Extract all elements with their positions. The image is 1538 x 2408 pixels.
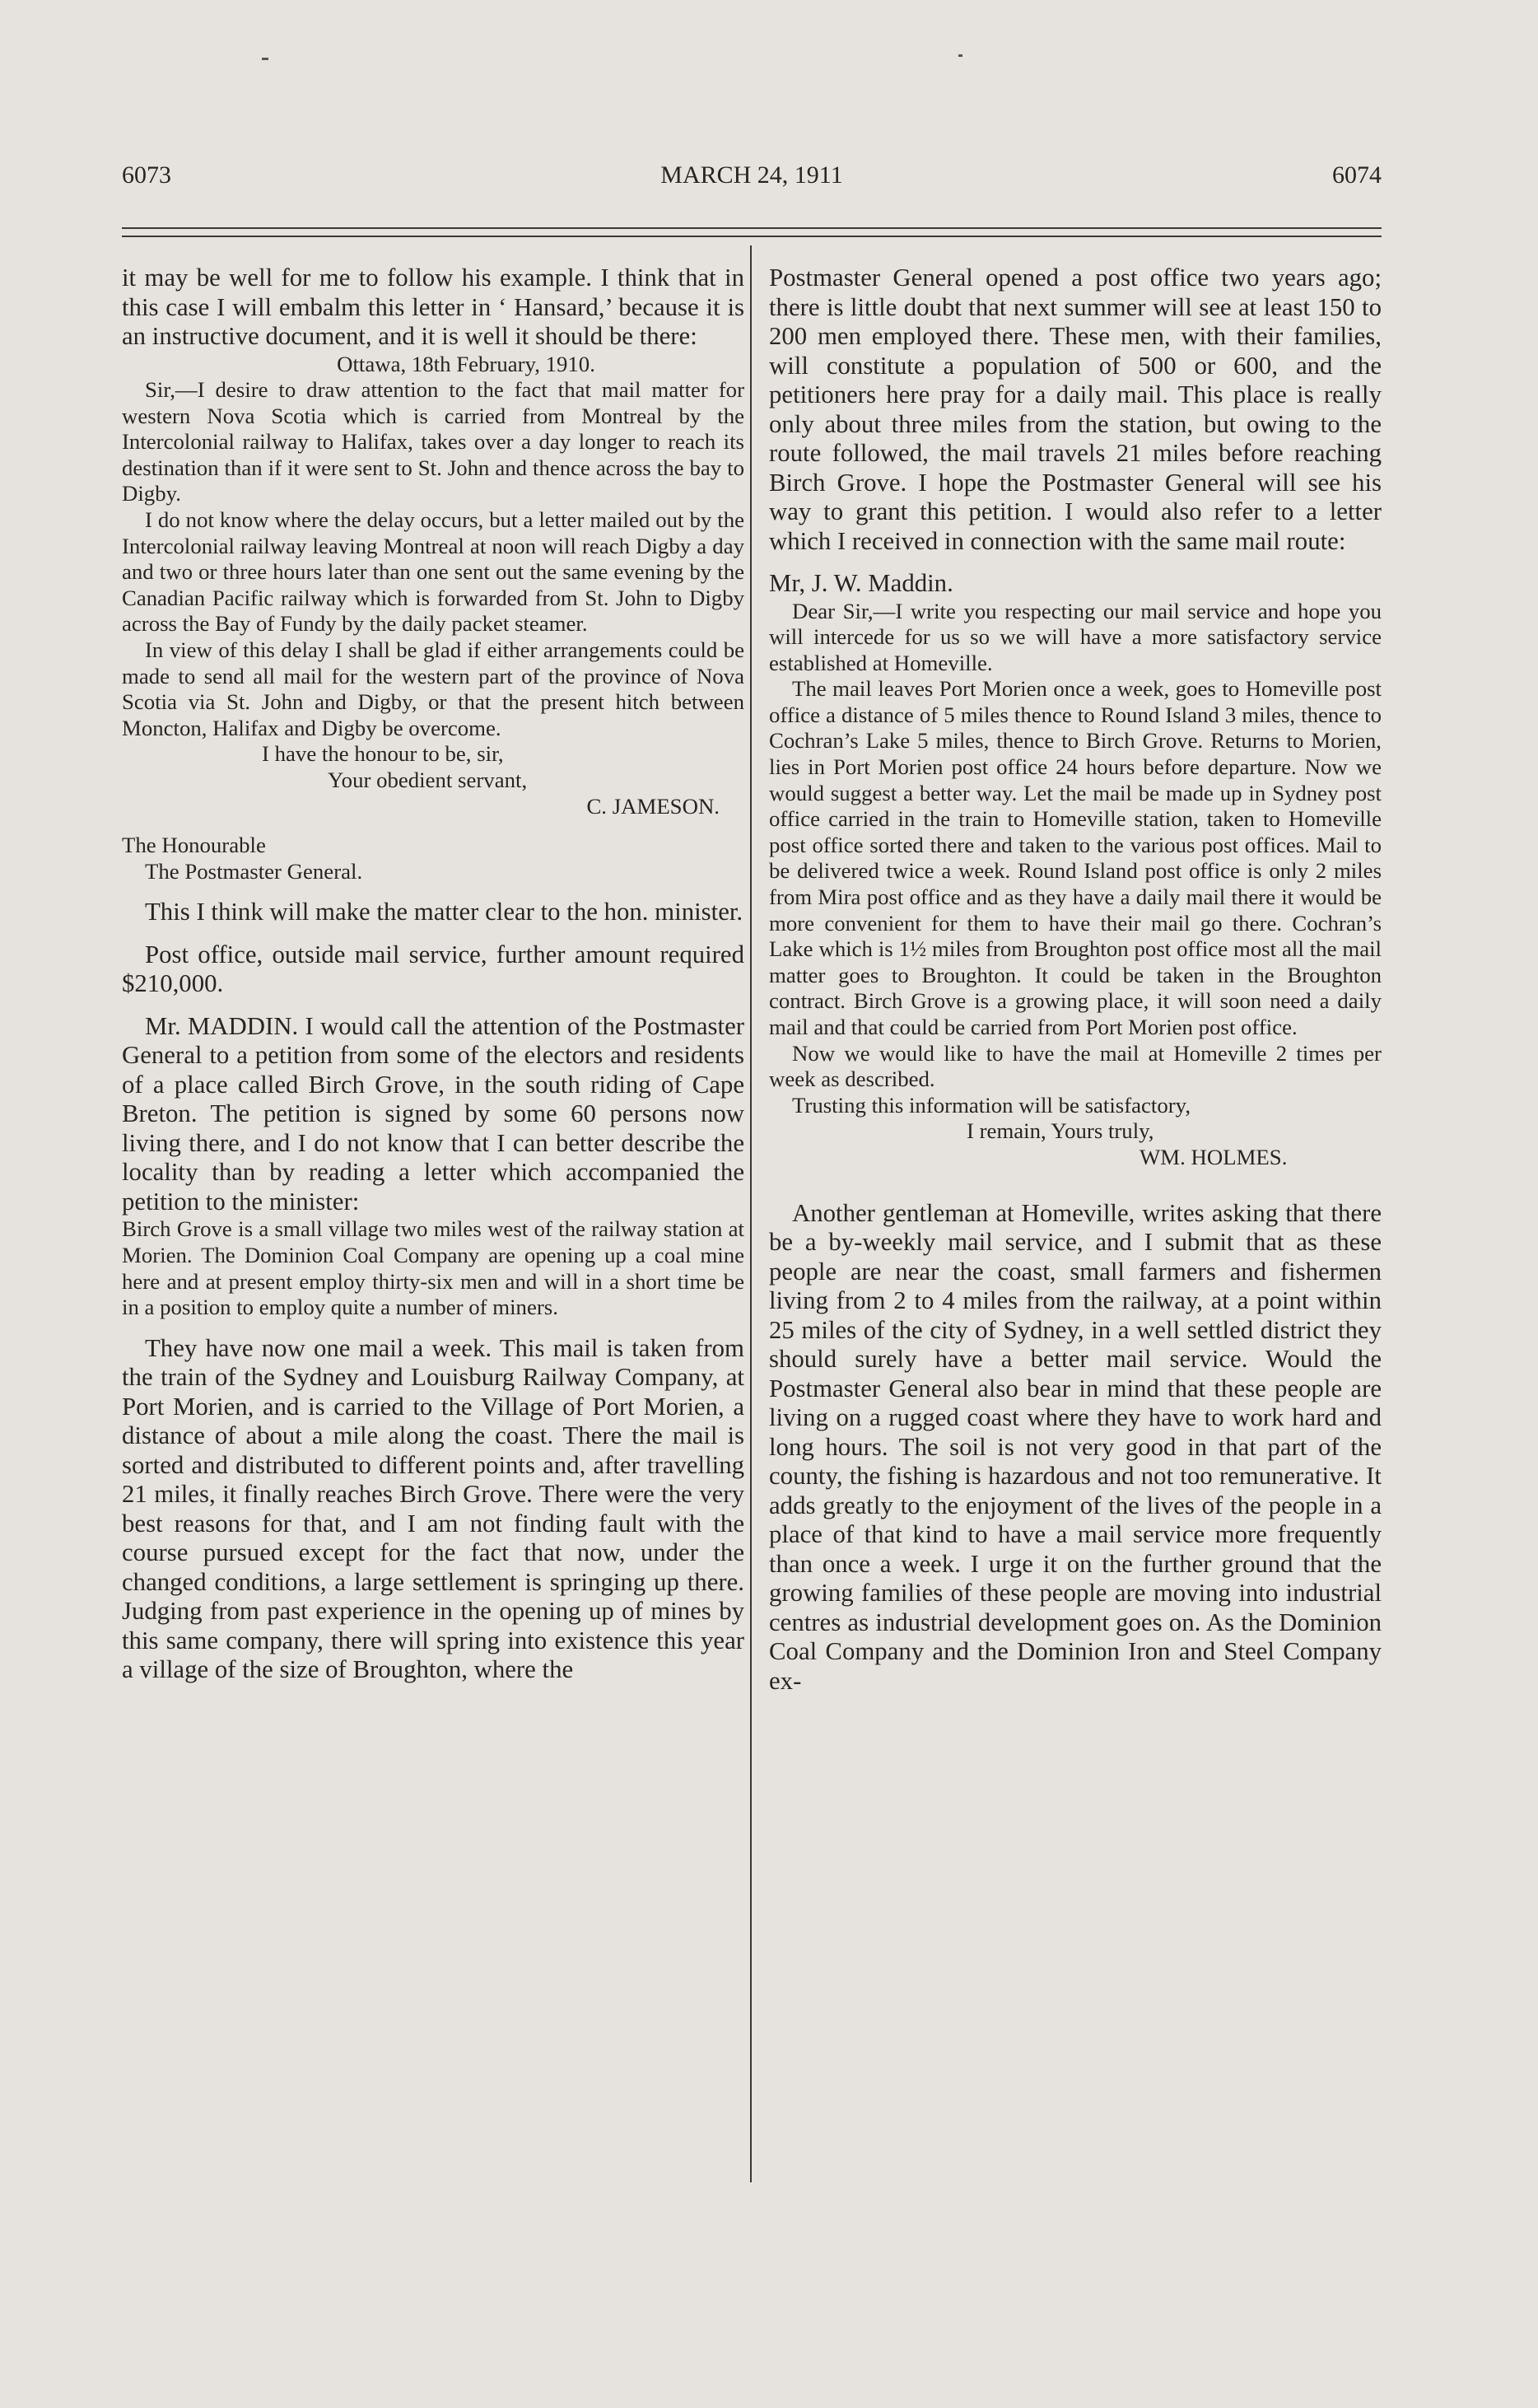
right-column xyxy=(769,264,1382,1696)
scan-mark xyxy=(958,54,962,57)
page-number-right: 6074 xyxy=(1332,161,1382,189)
header-rule-top xyxy=(122,227,1382,229)
page-header xyxy=(122,161,1382,194)
letter-paragraph: Trusting this information will be satisfactory, xyxy=(792,1092,1191,1118)
header-rule-bottom xyxy=(122,236,1382,237)
paragraph: They have now one mail a week. This mail is taken from the train of the Sydney and Louisburg Railway Company, at Port Morien, and is carried to the Village of Port Morien, a distance of about a mile along the coast. There the mail is sorted and distributed to different points and, after travelling 21 miles, it finally reaches Birch Grove. There were the very best reasons for that, and I am not finding fault with the course pursued except for the fact that now, under the changed conditions, a large settlement is springing up there. Judging from past experience in the opening up of mines by this same company, there will spring into existence this year a village of the size of Broughton, where the xyxy=(122,1333,744,1684)
left-column xyxy=(122,264,744,1685)
paragraph: it may be well for me to follow his example. I think that in this case I will embalm this letter in ‘ Hansard,’ because it is an instructive document, and it is well it should be there: xyxy=(122,264,744,350)
letter-signature: WM. HOLMES. xyxy=(1140,1144,1288,1169)
letter-valediction: Your obedient servant, xyxy=(328,768,528,792)
letter-paragraph: In view of this delay I shall be glad if either arrangements could be made to send all mail for the western part of the province of Nova Scotia via St. John and Digby, or that the present hitch between Moncton, Halifax and Digby be overcome. xyxy=(122,637,744,740)
scan-mark xyxy=(262,58,268,60)
letter-paragraph: Sir,—I desire to draw attention to the fact that mail matter for western Nova Scotia which is carried from Montreal by the Intercolonial railway to Halifax, takes over a day longer to reach its destination than if it were sent to St. John and thence across the bay to Digby. xyxy=(122,377,744,506)
page-number-left: 6073 xyxy=(122,161,171,189)
letter-paragraph: Now we would like to have the mail at Homeville 2 times per week as described. xyxy=(769,1040,1382,1092)
letter-recipient: Mr, J. W. Maddin. xyxy=(769,569,953,597)
letter-closing: I remain, Yours truly, xyxy=(967,1118,1154,1144)
letter-paragraph: Dear Sir,—I write you respecting our mail service and hope you will intercede for us so we will have a more satisfactory service established at Homeville. xyxy=(769,598,1382,675)
addressee-line: The Honourable xyxy=(122,833,266,858)
addressee-line: The Postmaster General. xyxy=(145,858,363,884)
supply-item: Post office, outside mail service, further amount required $210,000. xyxy=(122,940,744,998)
column-divider xyxy=(750,245,752,2182)
quoted-letter: Birch Grove is a small village two miles west of the railway station at Morien. The Dominion Coal Company are opening up a coal mine here and at present employ thirty-six men and will in a short time be in a position to employ quite a number of miners. xyxy=(122,1216,744,1320)
letter-date: Ottawa, 18th February, 1910. xyxy=(337,351,595,376)
page-date-title: MARCH 24, 1911 xyxy=(660,161,843,189)
paragraph: Another gentleman at Homeville, writes asking that there be a by-weekly mail service, and I submit that as these people are near the coast, small farmers and fishermen living from 2 to 4 miles from the railway, at a point within 25 miles of the city of Sydney, in a well settled district they should surely have a better mail service. Would the Postmaster General also bear in mind that these people are living on a rugged coast where they have to work hard and long hours. The soil is not very good in that part of the county, the fishing is hazardous and not too remunerative. It adds greatly to the enjoyment of the lives of the people in a place of that kind to have a mail service more frequently than once a week. I urge it on the further ground that the growing families of these people are moving into industrial centres as industrial development goes on. As the Dominion Coal Company and the Dominion Iron and Steel Company ex- xyxy=(769,1198,1382,1695)
letter-signature: C. JAMESON. xyxy=(586,793,720,819)
letter-closing: I have the honour to be, sir, xyxy=(262,741,504,767)
letter-paragraph: I do not know where the delay occurs, but a letter mailed out by the Intercolonial railway leaving Montreal at noon will reach Digby a day and two or three hours later than one sent out the same evening by the Canadian Pacific railway which is forwarded from St. John to Digby across the Bay of Fundy by the daily packet steamer. xyxy=(122,507,744,637)
paragraph: This I think will make the matter clear to the hon. minister. xyxy=(145,898,743,926)
paragraph: Postmaster General opened a post office two years ago; there is little doubt that next summer will see at least 150 to 200 men employed there. These men, with their families, will constitute a population of 500 or 600, and the petitioners here pray for a daily mail. This place is really only about three miles from the station, but owing to the route followed, the mail travels 21 miles before reaching Birch Grove. I hope the Postmaster General will see his way to grant this petition. I would also refer to a letter which I received in connection with the same mail route: xyxy=(769,264,1382,555)
letter-paragraph: The mail leaves Port Morien once a week, goes to Homeville post office a distance of 5 miles thence to Round Island 3 miles, thence to Cochran’s Lake 5 miles, thence to Birch Grove. Returns to Morien, lies in Port Morien post office 24 hours before departure. Now we would suggest a better way. Let the mail be made up in Sydney post office carried in the train to Homeville station, taken to Homeville post office sorted there and taken to the various post offices. Mail to be delivered twice a week. Round Island post office is only 2 miles from Mira post office and as they have a daily mail there it would be more convenient for them to have their mail go there. Cochran’s Lake which is 1½ miles from Broughton post office most all the mail matter goes to Broughton. It could be taken in the Broughton contract. Birch Grove is a growing place, it will soon need a daily mail and that could be carried from Port Morien post office. xyxy=(769,676,1382,1039)
speech-paragraph: Mr. MADDIN. I would call the attention of the Postmaster General to a petition from some of the electors and residents of a place called Birch Grove, in the south riding of Cape Breton. The petition is signed by some 60 persons now living there, and I do not know that I can better describe the locality than by reading a letter which accompanied the petition to the minister: xyxy=(122,1011,744,1216)
